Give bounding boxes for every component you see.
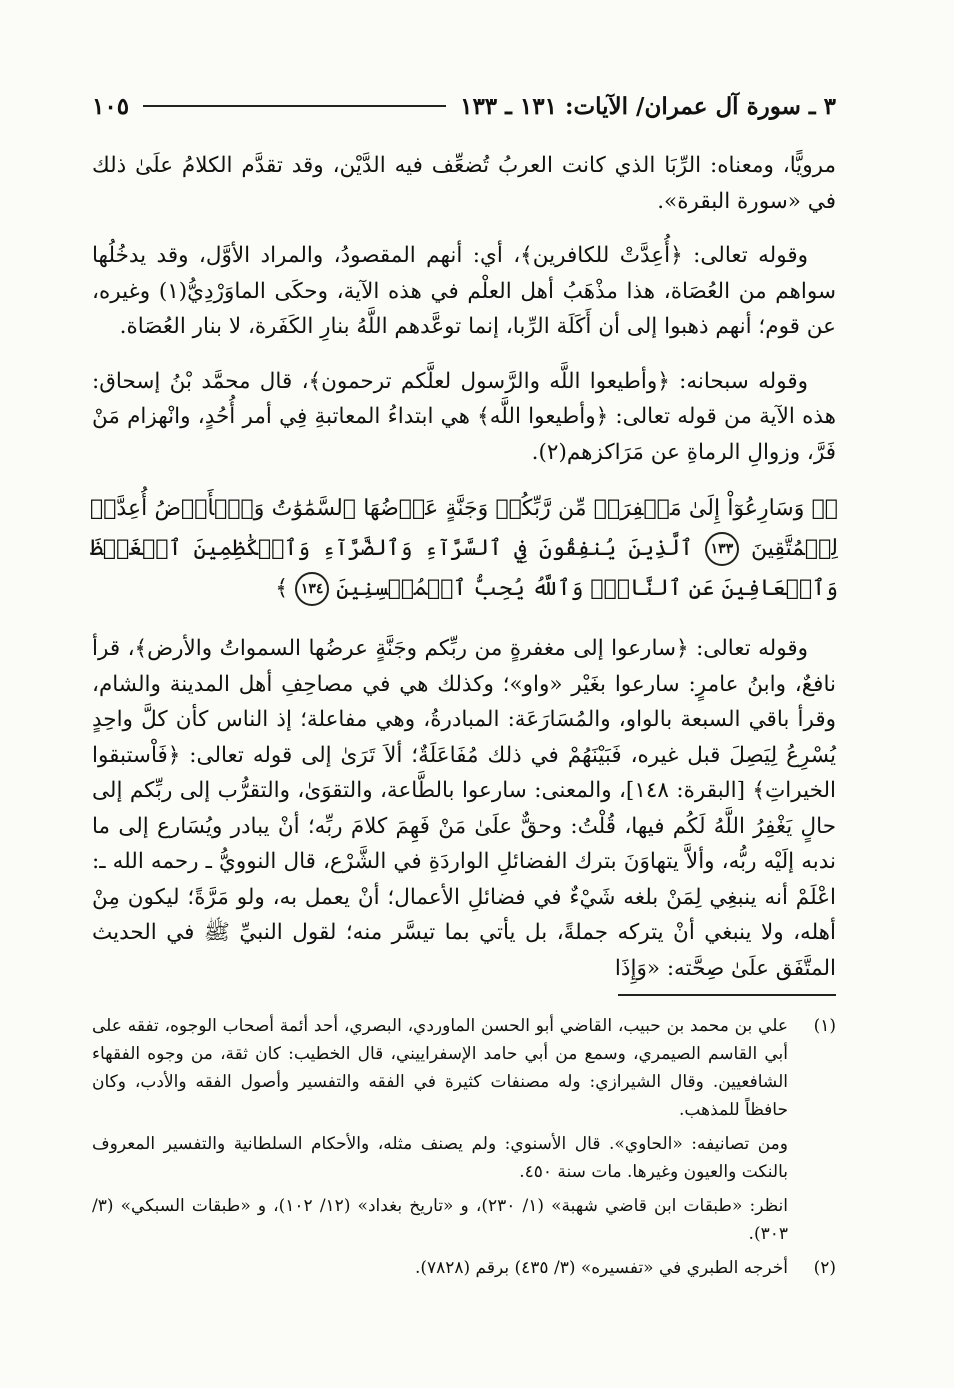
footnote	[92, 1254, 836, 1282]
verse-text: ﴿۞ وَسَارِعُوٓاْ إِلَىٰ مَغۡفِرَةٖ مِّن رَّبِّكُمۡ وَجَنَّةٍ عَرۡضُهَا ٱلسَّمَٰوَٰتُ وَٱلۡأَرۡضُ أُعِدَّتۡ لِلۡمُتَّقِينَ	[90, 496, 838, 561]
quran-verse-block	[88, 489, 840, 609]
main-text	[92, 148, 836, 1005]
verse-close-bracket: ﴾	[275, 576, 289, 601]
aya-number-marker: ١٣٤	[295, 572, 329, 606]
footnote-number: (٢)	[813, 1258, 836, 1278]
page-number: ١٠٥	[92, 92, 130, 120]
running-title: ٣ ـ سورة آل عمران/ الآيات: ١٣١ ـ ١٣٣	[460, 92, 836, 120]
commentary-paragraph: وقوله تعالى: ﴿سارعوا إلى مغفرةٍ من ربِّكم وجَنَّةٍ عرضُها السمواتُ والأرض﴾، قرأ نافعٌ، وابنُ عامرٍ: سارعوا بغَيْر «واو»؛ وكذلك هي في مصاحِفِ أهل المدينة والشام، وقرأ باقي السبعة بالواو، والمُسَارَعَة: المبادرةُ، وهي مفاعلة؛ إذ الناس كأن كلَّ واحِدٍ يُسْرِعُ لِيَصِلَ قبل غيره، فَبَيْنَهُمْ في ذلك مُفَاعَلَةٌ؛ ألاَ تَرَىٰ إلى قوله تعالى: ﴿فَاْستبقوا الخيراتِ﴾ [البقرة: ١٤٨]، والمعنى: سارعوا بالطَّاعة، والتقوَىٰ، والتقرُّب إلى ربِّكم إلى حالٍ يَغْفِرُ اللَّهُ لَكُم فيها، قُلْتُ: وحقٌّ علَىٰ مَنْ فَهِمَ كلامَ ربِّه؛ أنْ يبادر ويُسَارع إلى ما ندبه إلَيْه ربُّه، وألاَّ يتهاوَنَ بترك الفضائلِ الواردَةِ في الشَّرْع، قال النوويُّ ـ رحمه الله ـ: اعْلَمْ أنه ينبغِي لِمَنْ بلغه شَيْءٌ في فضائلِ الأعمال؛ أنْ يعمل به، ولو مَرَّةً؛ ليكون مِنْ أهله، ولا ينبغي أنْ يتركه جملةً، بل يأتي بما تيسَّر منه؛ لقول النبيِّ ﷺ في الحديث المتَّفَق علَىٰ صِحَّته: «وَإِذَا	[92, 636, 836, 981]
aya-number-marker: ١٣٣	[705, 532, 739, 566]
verse-text: ٱلَّذِينَ يُنفِقُونَ فِي ٱلسَّرَّآءِ وَٱلضَّرَّآءِ وَٱلۡكَٰظِمِينَ ٱلۡغَيۡظَ وَٱلۡعَافِينَ عَنِ ٱلنَّاسِۗ وَٱللَّهُ يُحِبُّ ٱلۡمُحۡسِنِينَ	[90, 536, 838, 601]
footnote-continuation: ومن تصانيفه: «الحاوي». قال الأسنوي: ولم يصنف مثله، والأحكام السلطانية والتفسير المعروف بالنكت والعيون وغيرها. مات سنة ٤٥٠.	[92, 1134, 788, 1182]
paragraph: مرويًّا، ومعناه: الرِّبَا الذي كانت العربُ تُضعِّف فيه الدَّيْن، وقد تقدَّم الكلامُ علَىٰ ذلك في «سورة البقرة».	[92, 153, 836, 214]
footnote-text: أخرجه الطبري في «تفسيره» (٣/ ٤٣٥) برقم (٧٨٢٨).	[414, 1258, 788, 1278]
footnote-continuation: انظر: «طبقات ابن قاضي شهبة» (١/ ٢٣٠)، و «تاريخ بغداد» (١٢/ ١٠٢)، و «طبقات السبكي» (٣/ ٣٠٣).	[92, 1196, 788, 1244]
page-header	[92, 86, 836, 126]
paragraph: وقوله تعالى: ﴿أُعِدَّتْ للكافرين﴾، أي: أنهم المقصودُ، والمراد الأوَّل، وقد يدخُلُها سواهم من العُصَاة، هذا مذْهَبُ أهل العلْم في هذه الآية، وحكَى الماوَرْدِيُّ(١) وغيره، عن قوم؛ أنهم ذهبوا إلى أن أَكَلَة الرِّبا، إنما توعَّدهم اللَّهُ بنارِ الكَفَرة، لا بنار العُصَاة.	[92, 243, 836, 339]
footnote-number: (١)	[813, 1016, 836, 1036]
footnote-separator	[618, 994, 836, 996]
paragraph: وقوله سبحانه: ﴿وأطيعوا اللَّه والرَّسول لعلَّكم ترحمون﴾، قال محمَّد بْنُ إسحاق: هذه الآية من قوله تعالى: ﴿وأطيعوا اللَّه﴾ هي ابتداءُ المعاتبةِ فِي أمر أُحُدٍ، وانْهزام مَنْ فَرَّ، وزوالِ الرماةِ عن مَرَاكزهم(٢).	[92, 368, 836, 465]
footnote-text: علي بن محمد بن حبيب، القاضي أبو الحسن الماوردي، البصري، أحد أئمة أصحاب الوجوه، تفقه على أبي القاسم الصيمري، وسمع من أبي حامد الإسفراييني، قال الخطيب: كان ثقة، من وجوه الفقهاء الشافعيين. وقال الشيرازي: وله مصنفات كثيرة في الفقه والتفسير وأصول الفقه والأدب، وكان حافظاً للمذهب.	[92, 1016, 788, 1120]
footnotes	[92, 1012, 836, 1288]
footnote	[92, 1012, 836, 1124]
header-rule	[143, 105, 446, 107]
